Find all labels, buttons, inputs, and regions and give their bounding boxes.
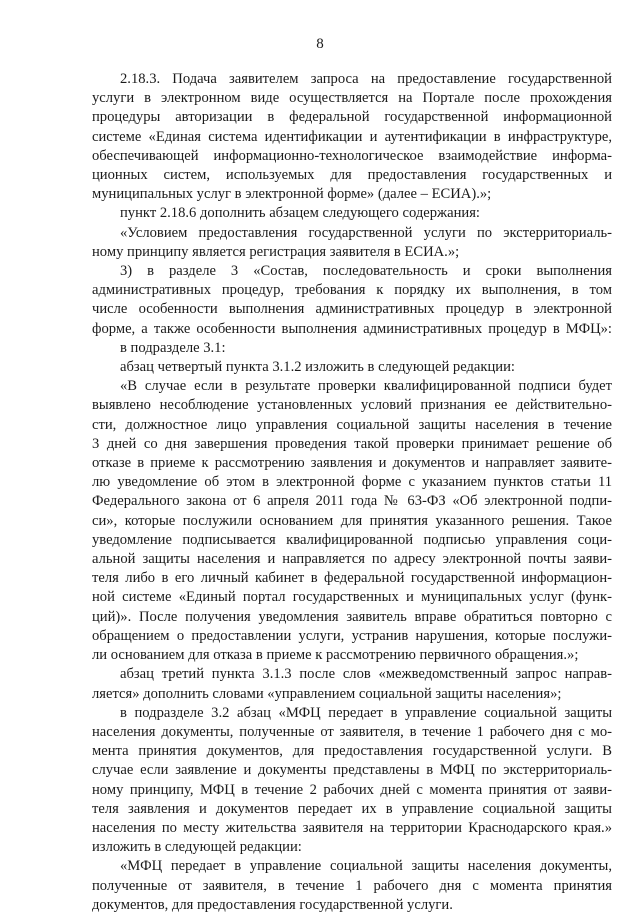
text-line: лю уведомление об этом в электронной форме с указанием пунктов статьи 11 xyxy=(92,474,612,491)
text-line: абзац четвертый пункта 3.1.2 изложить в следующей редакции: xyxy=(120,359,515,376)
text-line: 3 дней со дня завершения проведения такой проверки принимает решение об xyxy=(92,435,612,452)
text-line: абзац третий пункта 3.1.3 после слов «межведомственный запрос направ- xyxy=(120,666,612,683)
text-line: альной защиты населения и направляется по адресу электронной почты заяви- xyxy=(92,551,612,568)
text-line: «Условием предоставления государственной услуги по экстерриториаль- xyxy=(120,224,612,241)
text-line: 2.18.3. Подача заявителем запроса на предоставление государственной xyxy=(120,71,612,87)
text-line: си», которые послужили основанием для принятия указанного решения. Такое xyxy=(92,512,612,529)
text-line: Федерального закона от 6 апреля 2011 года № 63-ФЗ «Об электронной подпи- xyxy=(92,493,612,510)
text-line: отказе в приеме к рассмотрению заявления и документов и направляет заявите- xyxy=(92,455,612,472)
text-line: документов, для предоставления государственной услуги. xyxy=(92,896,453,913)
text-line: случае если заявление и документы представлены в МФЦ по экстерриториаль- xyxy=(92,762,612,779)
text-line: ляется» дополнить словами «управлением социальной защиты населения»; xyxy=(92,685,562,702)
text-line: «МФЦ передает в управление социальной защиты населения документы, xyxy=(120,858,612,875)
text-line: 3) в разделе 3 «Состав, последовательность и сроки выполнения xyxy=(120,263,612,280)
text-line: уведомление подписывается квалифицированной подписью управления соци- xyxy=(92,531,612,548)
text-line: ли основанием для отказа в приеме к рассмотрению первичного обращения.»; xyxy=(92,647,579,664)
text-line: обеспечивающей информационно-технологическое взаимодействие информа- xyxy=(92,147,612,164)
text-line: административных процедур, требования к порядку их выполнения, в том xyxy=(92,282,612,299)
text-line: в подразделе 3.2 абзац «МФЦ передает в управление социальной защиты xyxy=(120,704,612,721)
text-line: форме, а также особенности выполнения административных процедур в МФЦ»: xyxy=(92,320,612,337)
text-line: ций)». После получения уведомления заявитель вправе обратиться повторно с xyxy=(92,608,612,625)
text-line: обращением о предоставлении услуги, устранив нарушения, которые послужи- xyxy=(92,627,612,644)
text-line: ционных систем, используемых для предоставления государственных и xyxy=(92,167,612,184)
text-line: «В случае если в результате проверки квалифицированной подписи будет xyxy=(120,378,612,395)
text-line: населения документы, полученные от заявителя, в течение 1 рабочего дня с мо- xyxy=(92,723,612,740)
text-line: системе «Единая система идентификации и аутентификации в инфраструктуре, xyxy=(92,128,612,145)
page-number: 8 xyxy=(316,36,324,52)
text-line: числе особенности выполнения административных процедур в электронной xyxy=(92,301,612,318)
text-line: ному принципу является регистрация заявителя в ЕСИА.»; xyxy=(92,243,460,260)
text-line: теля заявления и документов передает их в управление социальной защиты xyxy=(92,800,612,817)
text-line: мента принятия документов, для предоставления государственной услуги. В xyxy=(92,743,612,760)
text-line: ному принципу, МФЦ в течение 2 рабочих дней с момента принятия от заяви- xyxy=(92,781,612,798)
text-line: сти, должностное лицо управления социальной защиты населения в течение xyxy=(92,416,612,433)
text-line: процедуры авторизации в федеральной государственной информационной xyxy=(92,109,612,126)
text-line: пункт 2.18.6 дополнить абзацем следующего содержания: xyxy=(120,205,480,222)
text-line: выявлено несоблюдение установленных условий признания ее действительно- xyxy=(92,397,612,414)
text-line: в подразделе 3.1: xyxy=(120,339,226,356)
text-line: населения по месту жительства заявителя на территории Краснодарского края.» xyxy=(92,819,612,836)
document-body xyxy=(92,70,612,915)
text-line: ной системе «Единый портал государственных и муниципальных услуг (функ- xyxy=(92,589,612,606)
text-line: услуги в электронном виде осуществляется на Портале после прохождения xyxy=(92,90,612,107)
text-line: изложить в следующей редакции: xyxy=(92,839,302,856)
text-line: полученные от заявителя, в течение 1 рабочего дня с момента принятия xyxy=(92,877,612,894)
text-line: муниципальных услуг в электронной форме» (далее – ЕСИА).»; xyxy=(92,186,492,203)
text-line: теля либо в его личный кабинет в федеральной государственной информацион- xyxy=(92,570,612,587)
